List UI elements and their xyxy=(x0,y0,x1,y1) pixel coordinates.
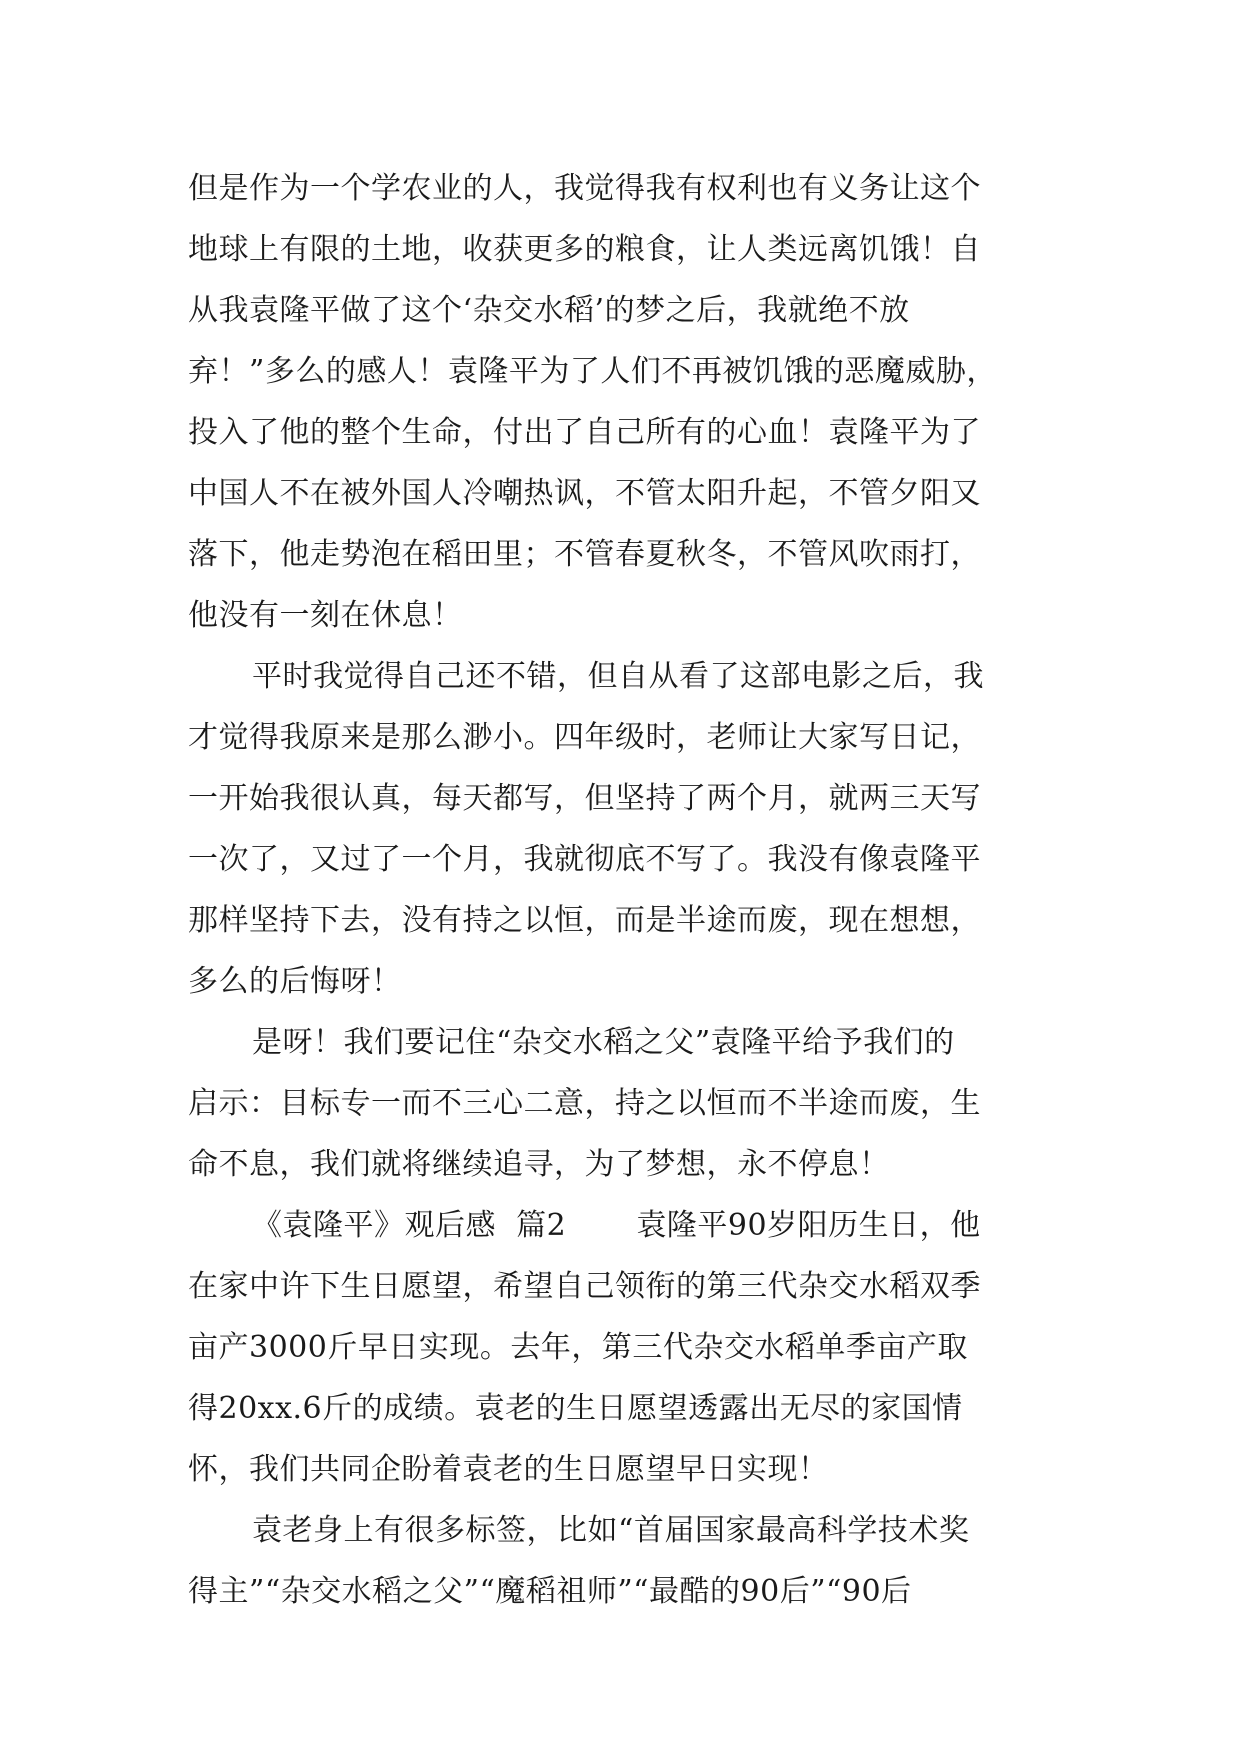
text-line: 投入了他的整个生命，付出了自己所有的心血！袁隆平为了 xyxy=(188,415,981,450)
text-line: 得主”“杂交水稻之父”“魔稻祖师”“最酷的90后”“90后 xyxy=(188,1574,912,1609)
text-line: 但是作为一个学农业的人，我觉得我有权利也有义务让这个 xyxy=(188,171,981,206)
text-line: 多么的后悔呀！ xyxy=(188,964,402,999)
text-line: 一次了，又过了一个月，我就彻底不写了。我没有像袁隆平 xyxy=(188,842,981,877)
text-line: 落下，他走势泡在稻田里；不管春夏秋冬，不管风吹雨打， xyxy=(188,537,981,572)
text-line: 才觉得我原来是那么渺小。四年级时，老师让大家写日记， xyxy=(188,720,981,755)
text-line: 从我袁隆平做了这个‘杂交水稻’的梦之后，我就绝不放 xyxy=(188,293,910,328)
text-line: 怀，我们共同企盼着袁老的生日愿望早日实现！ xyxy=(188,1452,829,1487)
paragraph-start-line: 是呀！我们要记住“杂交水稻之父”袁隆平给予我们的 xyxy=(252,1025,955,1060)
text-line: 那样坚持下去，没有持之以恒，而是半途而废，现在想想， xyxy=(188,903,981,938)
paragraph-start-line: 袁老身上有很多标签，比如“首届国家最高科学技术奖 xyxy=(252,1513,970,1548)
text-line: 启示：目标专一而不三心二意，持之以恒而不半途而废，生 xyxy=(188,1086,981,1121)
text-line: 中国人不在被外国人冷嘲热讽，不管太阳升起，不管夕阳又 xyxy=(188,476,981,511)
text-line: 亩产3000斤早日实现。去年，第三代杂交水稻单季亩产取 xyxy=(188,1330,968,1365)
section-heading-line: 《袁隆平》观后感 篇2 袁隆平90岁阳历生日，他 xyxy=(252,1208,981,1243)
text-line: 在家中许下生日愿望，希望自己领衔的第三代杂交水稻双季 xyxy=(188,1269,981,1304)
article-body xyxy=(188,158,1048,1622)
text-line: 他没有一刻在休息！ xyxy=(188,598,463,633)
paragraph-start-line: 平时我觉得自己还不错，但自从看了这部电影之后，我 xyxy=(252,659,984,694)
text-line: 弃！”多么的感人！袁隆平为了人们不再被饥饿的恶魔威胁， xyxy=(188,354,997,389)
text-line: 一开始我很认真，每天都写，但坚持了两个月，就两三天写 xyxy=(188,781,981,816)
text-line: 地球上有限的土地，收获更多的粮食，让人类远离饥饿！自 xyxy=(188,232,981,267)
text-line: 得20xx.6斤的成绩。袁老的生日愿望透露出无尽的家国情 xyxy=(188,1391,963,1426)
text-line: 命不息，我们就将继续追寻，为了梦想，永不停息！ xyxy=(188,1147,890,1182)
